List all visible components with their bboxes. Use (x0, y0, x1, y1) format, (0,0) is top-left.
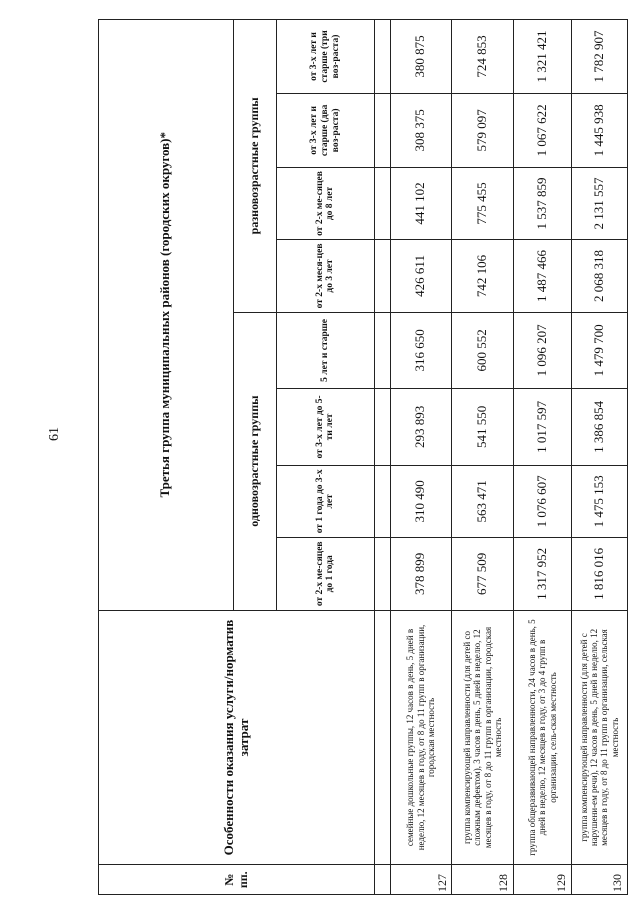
value-cell: 1 475 153 (571, 465, 627, 537)
row-description: группа общеразвивающей направленности, 24 часов в день, 5 дней в неделю, 12 месяцев в году, от 3 до 4 групп в организации, сель-ская местность (514, 610, 571, 865)
header-col-1: от 2-х ме-сяцев до 1 года (276, 538, 374, 610)
row-description: группа компенсирующей направленности (для детей со сложным дефектом), 3 часов в день, 5 дней в неделю, 12 месяцев в году, от 8 до 11 групп в организации, городская местность (452, 610, 514, 865)
header-col-4: 5 лет и старше (276, 312, 374, 388)
value-cell: 600 552 (452, 312, 514, 388)
header-col-6: от 2-х ме-сяцев до 8 лет (276, 167, 374, 239)
value-cell: 563 471 (452, 465, 514, 537)
value-cell: 426 611 (390, 240, 452, 312)
rotated-table-container (98, 19, 628, 895)
spacer-cell (375, 610, 390, 865)
row-number: 129 (514, 865, 571, 895)
value-cell: 380 875 (390, 20, 452, 94)
header-single-age: одновозрастные группы (233, 312, 276, 610)
row-number: 130 (571, 865, 627, 895)
header-col-8: от 3-х лет и старше (три воз-раста) (276, 20, 374, 94)
value-cell: 2 131 557 (571, 167, 627, 239)
header-row-1 (99, 20, 234, 895)
value-cell: 1 487 466 (514, 240, 571, 312)
value-cell: 1 076 607 (514, 465, 571, 537)
value-cell: 541 550 (452, 389, 514, 465)
header-group: Третья группа муниципальных районов (городских округов)* (99, 20, 234, 611)
value-cell: 316 650 (390, 312, 452, 388)
table-row (571, 20, 627, 895)
value-cell: 1 096 207 (514, 312, 571, 388)
header-mixed-age: разновозрастные группы (233, 20, 276, 313)
header-col-2: от 1 года до 3-х лет (276, 465, 374, 537)
value-cell: 1 782 907 (571, 20, 627, 94)
value-cell: 1 386 854 (571, 389, 627, 465)
value-cell: 1 816 016 (571, 538, 627, 610)
value-cell: 742 106 (452, 240, 514, 312)
spacer-cell (375, 389, 390, 465)
table-row (514, 20, 571, 895)
value-cell: 293 893 (390, 389, 452, 465)
value-cell: 775 455 (452, 167, 514, 239)
spacer-cell (375, 93, 390, 167)
header-feature: Особенности оказания услуги/норматив затрат (99, 610, 375, 865)
spacer-cell (375, 312, 390, 388)
value-cell: 441 102 (390, 167, 452, 239)
value-cell: 677 509 (452, 538, 514, 610)
value-cell: 724 853 (452, 20, 514, 94)
value-cell: 579 097 (452, 93, 514, 167)
value-cell: 2 068 318 (571, 240, 627, 312)
cost-norms-table (98, 19, 628, 895)
header-spacer-row (375, 20, 390, 895)
value-cell: 1 479 700 (571, 312, 627, 388)
header-col-5: от 2-х меся-цев до 3 лет (276, 240, 374, 312)
spacer-cell (375, 167, 390, 239)
value-cell: 1 017 597 (514, 389, 571, 465)
spacer-cell (375, 538, 390, 610)
value-cell: 1 067 622 (514, 93, 571, 167)
value-cell: 1 317 952 (514, 538, 571, 610)
value-cell: 1 445 938 (571, 93, 627, 167)
value-cell: 310 490 (390, 465, 452, 537)
spacer-cell (375, 20, 390, 94)
spacer-cell (375, 465, 390, 537)
value-cell: 378 899 (390, 538, 452, 610)
value-cell: 308 375 (390, 93, 452, 167)
table-row (390, 20, 452, 895)
row-number: 127 (390, 865, 452, 895)
header-col-7: от 3-х лет и старше (два воз-раста) (276, 93, 374, 167)
row-description: семейные дошкольные группы, 12 часов в день, 5 дней в неделю, 12 месяцев в году, от 8 до 11 групп в организации, городская местность (390, 610, 452, 865)
value-cell: 1 537 859 (514, 167, 571, 239)
header-num: № пп. (99, 865, 375, 895)
header-col-3: от 3-х лет до 5-ти лет (276, 389, 374, 465)
spacer-cell (375, 865, 390, 895)
page-number: 61 (47, 427, 62, 441)
row-description: группа компенсирующей направленности (для детей с нарушени-ем речи), 12 часов в день, 5 дней в неделю, 12 месяцев в году, от 8 до 11 групп в организации, сельская местность (571, 610, 627, 865)
spacer-cell (375, 240, 390, 312)
table-row (452, 20, 514, 895)
value-cell: 1 321 421 (514, 20, 571, 94)
row-number: 128 (452, 865, 514, 895)
